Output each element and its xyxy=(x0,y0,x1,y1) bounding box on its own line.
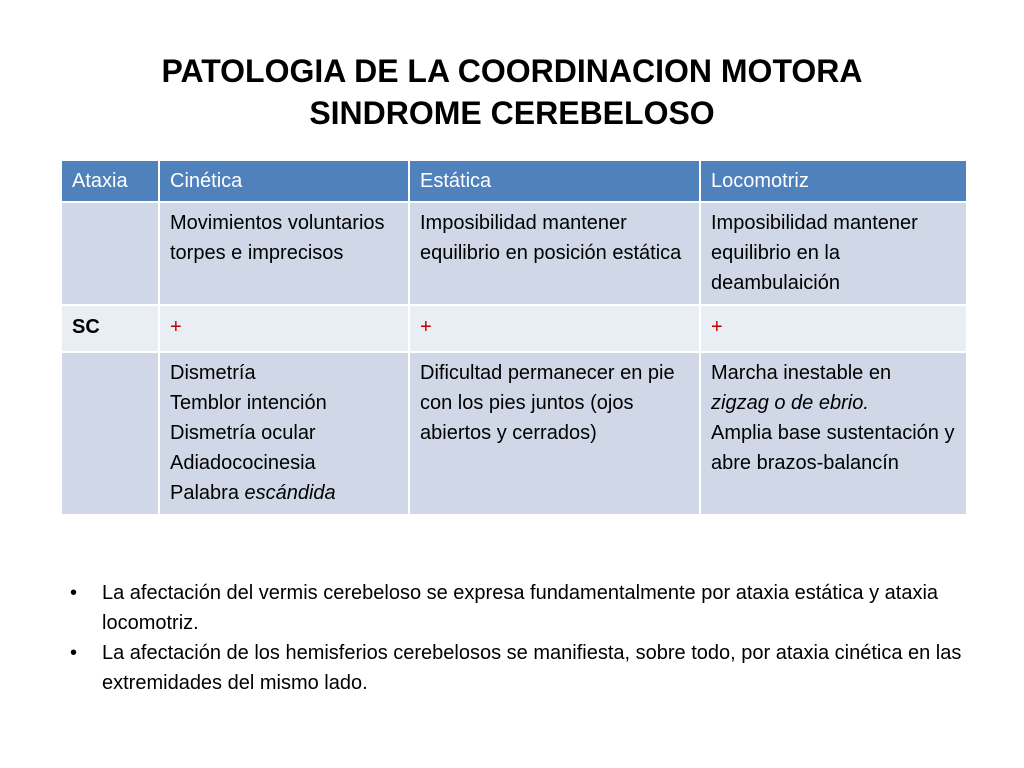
header-locomotriz: Locomotriz xyxy=(701,161,966,201)
cell-description-cinetica: Movimientos voluntarios torpes e imprecisos xyxy=(160,203,408,304)
table-header-row xyxy=(62,161,966,201)
table-row-signs xyxy=(62,353,966,514)
cell-description-locomotriz: Imposibilidad mantener equilibrio en la deambulaición xyxy=(701,203,966,304)
sign-amplia-base: Amplia base sustentación y abre brazos-balancín xyxy=(711,422,955,474)
ataxia-table xyxy=(60,159,968,516)
sign-palabra xyxy=(170,478,398,508)
bullet-icon: • xyxy=(70,582,78,604)
cell-sc-cinetica: + xyxy=(160,306,408,351)
title-line-1: PATOLOGIA DE LA COORDINACION MOTORA xyxy=(161,53,863,89)
bullet-text-hemisferios: La afectación de los hemisferios cerebelosos se manifiesta, sobre todo, por ataxia cinética en las extremidades del mismo lado. xyxy=(102,642,962,694)
sign-palabra-italic: escándida xyxy=(244,482,336,504)
cell-description-estatica: Imposibilidad mantener equilibrio en posición estática xyxy=(410,203,699,304)
sign-zigzag: zigzag o de ebrio. xyxy=(711,392,869,414)
bullet-text-vermis: La afectación del vermis cerebeloso se expresa fundamentalmente por ataxia estática y ataxia locomotriz. xyxy=(102,582,939,634)
header-estatica: Estática xyxy=(410,161,699,201)
list-item xyxy=(60,638,964,698)
header-ataxia: Ataxia xyxy=(62,161,158,201)
sign-temblor: Temblor intención xyxy=(170,392,327,414)
sign-adiadococinesia: Adiadococinesia xyxy=(170,452,316,474)
sign-marcha: Marcha inestable en xyxy=(711,362,892,384)
sign-dismetria: Dismetría xyxy=(170,362,256,384)
table-row-sc xyxy=(62,306,966,351)
table-row-description xyxy=(62,203,966,304)
bullet-list xyxy=(60,578,964,698)
cell-signs-cinetica xyxy=(160,353,408,514)
cell-sc-estatica: + xyxy=(410,306,699,351)
cell-description-label xyxy=(62,203,158,304)
cell-signs-estatica: Dificultad permanecer en pie con los pies juntos (ojos abiertos y cerrados) xyxy=(410,353,699,514)
cell-signs-label xyxy=(62,353,158,514)
header-cinetica: Cinética xyxy=(160,161,408,201)
slide-title xyxy=(60,50,964,134)
sign-palabra-prefix: Palabra xyxy=(170,482,245,504)
bullet-icon: • xyxy=(70,642,78,664)
list-item xyxy=(60,578,964,638)
title-line-2: SINDROME CEREBELOSO xyxy=(309,95,715,131)
cell-signs-locomotriz xyxy=(701,353,966,514)
cell-sc-locomotriz: + xyxy=(701,306,966,351)
cell-sc-label: SC xyxy=(62,306,158,351)
sign-dismetria-ocular: Dismetría ocular xyxy=(170,422,316,444)
